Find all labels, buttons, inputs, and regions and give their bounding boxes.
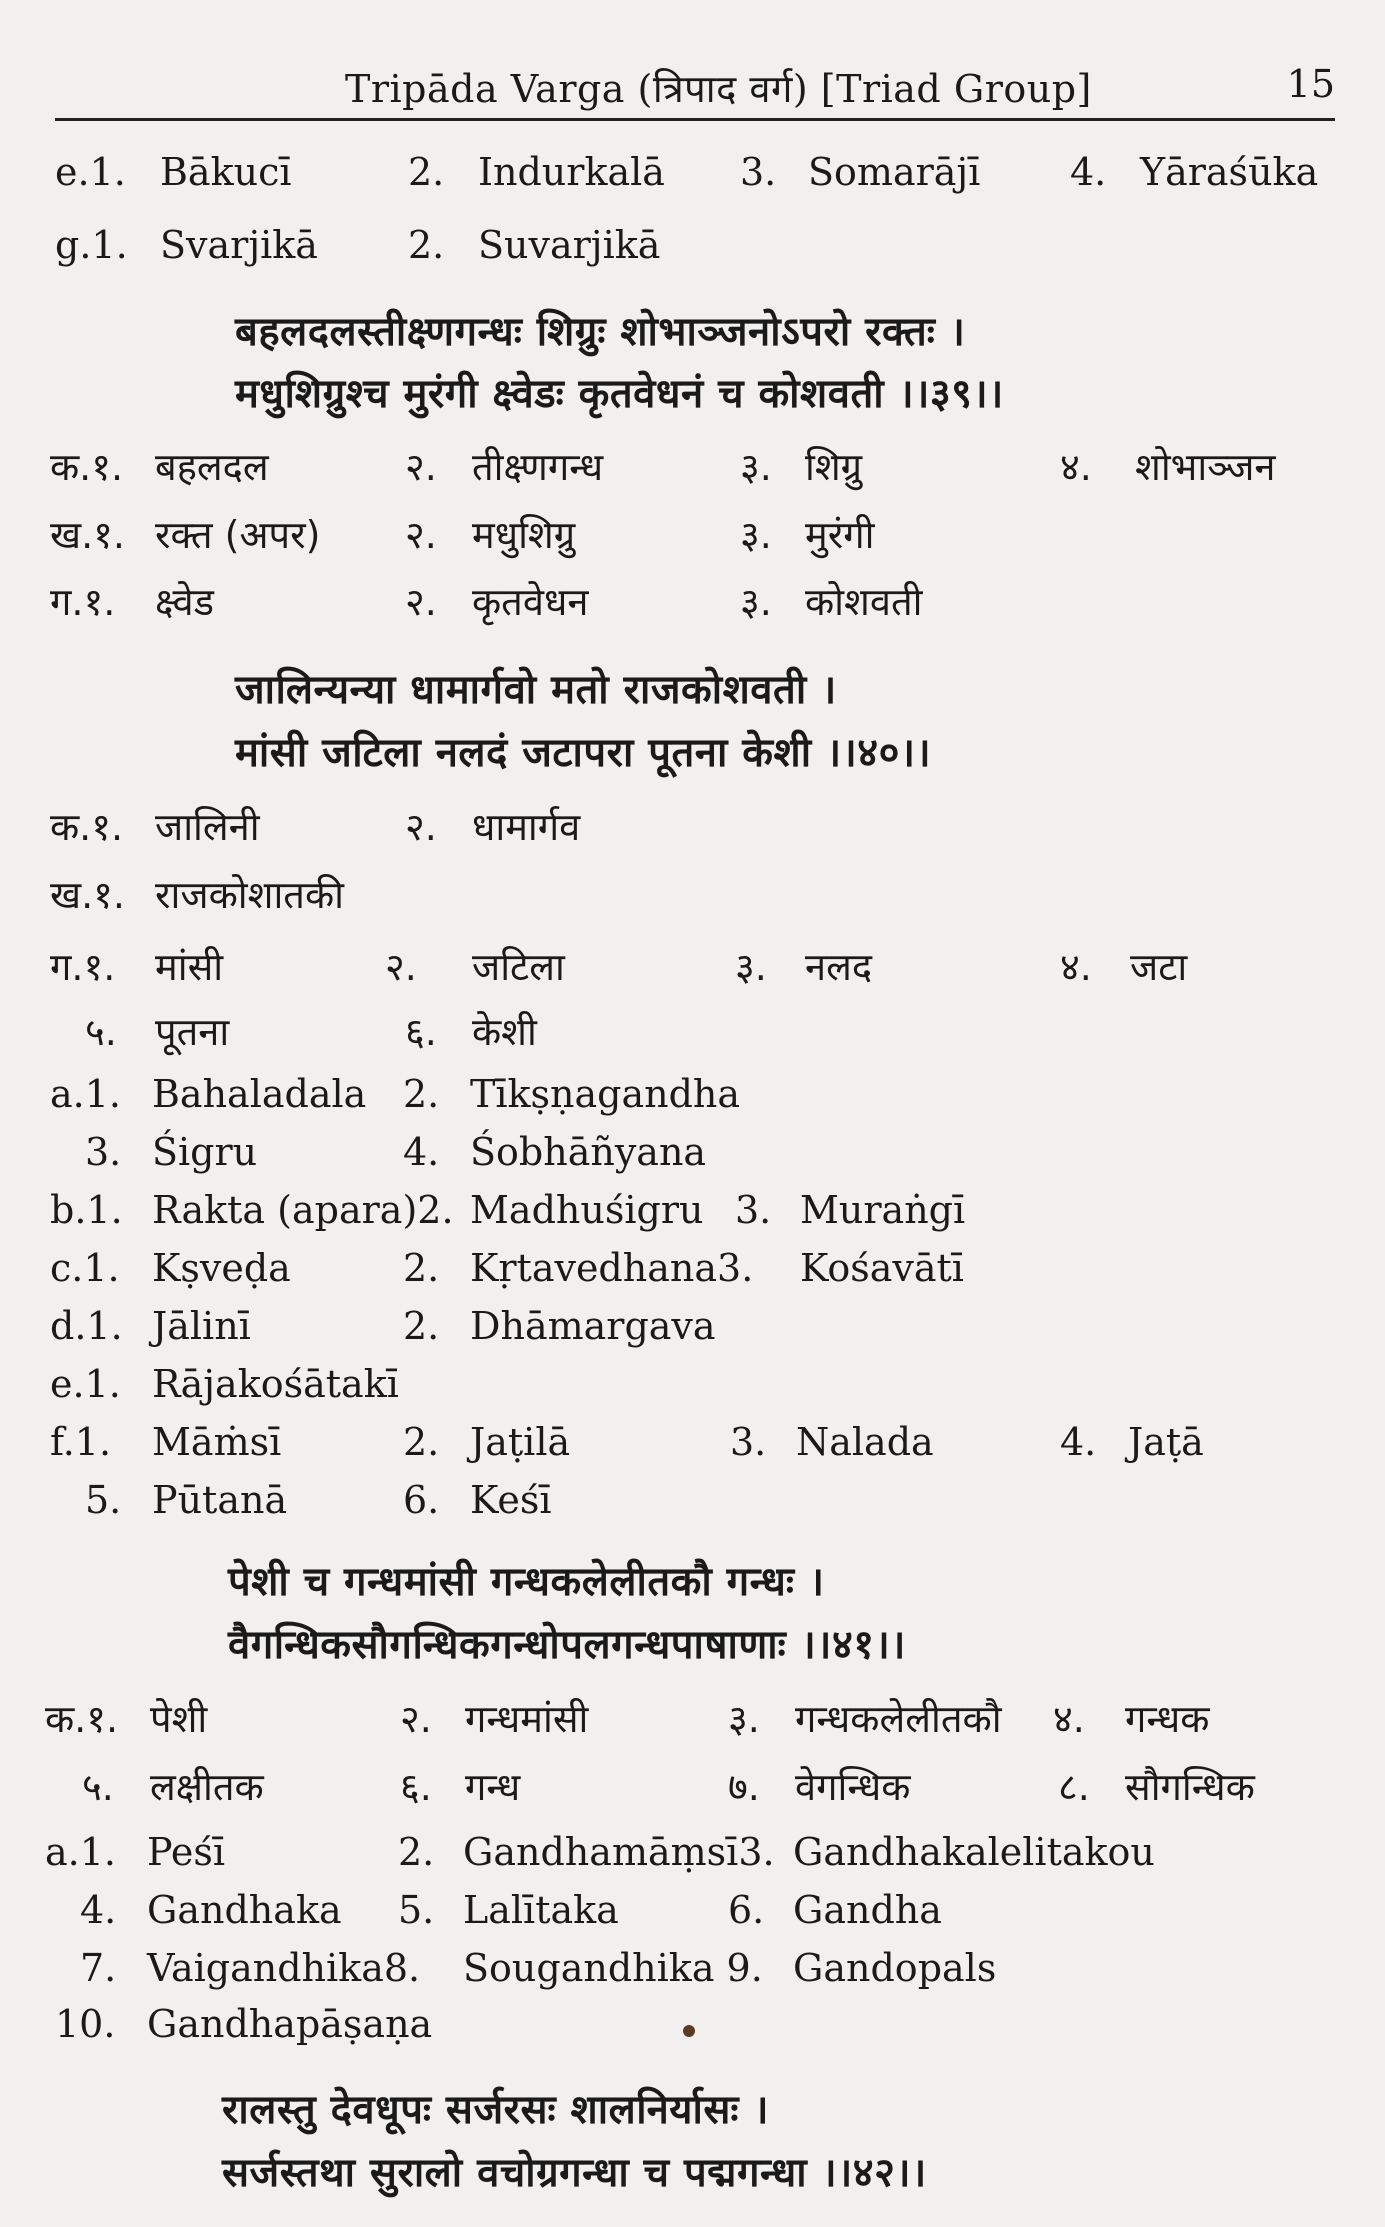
list-item: 5. Pūtanā 6. Keśī <box>85 1478 552 1522</box>
list-item: क.१. बहलदल २. तीक्ष्णगन्ध ३. शिग्रु ४. शोभाञ्जन <box>50 445 1276 489</box>
verse-39-line-2: मधुशिग्रुश्च मुरंगी क्ष्वेडः कृतवेधनं च कोशवती ।।३९।। <box>235 371 1004 417</box>
list-item: e.1. Rājakośātakī <box>50 1362 399 1406</box>
list-item: b.1. Rakta (apara)2. Madhuśigru 3. Muraṅgī <box>50 1188 966 1232</box>
list-item: d.1. Jālinī 2. Dhāmargava <box>50 1304 716 1348</box>
list-item: ५. लक्षीतक ६. गन्ध ७. वेगन्धिक ८. सौगन्धिक <box>82 1765 1255 1809</box>
verse-42-line-2: सर्जस्तथा सुरालो वचोग्रगन्धा च पद्मगन्धा ।।४२।। <box>222 2150 927 2196</box>
list-item: क.१. पेशी २. गन्धमांसी ३. गन्धकलेलीतकौ ४. गन्धक <box>45 1697 1210 1741</box>
list-item: a.1. Peśī 2. Gandhamāṃsī3. Gandhakalelitakou <box>45 1830 1155 1874</box>
verse-41-line-2: वैगन्धिकसौगन्धिकगन्धोपलगन्धपाषाणाः ।।४१।। <box>228 1622 906 1668</box>
header-rule <box>55 118 1335 121</box>
list-item: क.१. जालिनी २. धामार्गव <box>50 805 581 849</box>
ink-spot <box>683 2025 695 2037</box>
list-item: 3. Śigru 4. Śobhāñyana <box>85 1130 707 1174</box>
list-item: ग.१. क्ष्वेड २. कृतवेधन ३. कोशवती <box>50 580 923 624</box>
list-item: g.1. Svarjikā 2. Suvarjikā <box>55 223 661 267</box>
verse-42-line-1: रालस्तु देवधूपः सर्जरसः शालनिर्यासः । <box>222 2087 770 2133</box>
running-title: Tripāda Varga (त्रिपाद वर्ग) [Triad Group] <box>345 67 1092 111</box>
list-item: 7. Vaigandhika8. Sougandhika 9. Gandopals <box>80 1946 997 1990</box>
list-item: 10. Gandhapāṣaṇa <box>55 2002 433 2046</box>
list-item: a.1. Bahaladala 2. Tīkṣṇagandha <box>50 1072 741 1116</box>
verse-39-line-1: बहलदलस्तीक्ष्णगन्धः शिग्रुः शोभाञ्जनोऽपरो रक्तः । <box>235 309 966 355</box>
page-number: 15 <box>1286 62 1335 106</box>
verse-40-line-1: जालिन्यन्या धामार्गवो मतो राजकोशवती । <box>235 667 837 713</box>
list-item: ग.१. मांसी २. जटिला ३. नलद ४. जटा <box>50 945 1188 989</box>
list-item: e.1. Bākucī 2. Indurkalā 3. Somarājī 4. Yāraśūka <box>55 150 1319 194</box>
list-item: ख.१. रक्त (अपर) २. मधुशिग्रु ३. मुरंगी <box>50 513 875 557</box>
list-item: ५. पूतना ६. केशी <box>85 1010 537 1054</box>
verse-41-line-1: पेशी च गन्धमांसी गन्धकलेलीतकौ गन्धः । <box>228 1559 825 1605</box>
verse-40-line-2: मांसी जटिला नलदं जटापरा पूतना केशी ।।४०।। <box>235 730 932 776</box>
list-item: 4. Gandhaka 5. Lalītaka 6. Gandha <box>80 1888 942 1932</box>
page-header <box>55 62 1335 118</box>
list-item: ख.१. राजकोशातकी <box>50 873 344 917</box>
list-item: c.1. Kṣveḍa 2. Kṛtavedhana3. Kośavātī <box>50 1246 964 1290</box>
list-item: f.1. Māṁsī 2. Jaṭilā 3. Nalada 4. Jaṭā <box>50 1420 1204 1464</box>
